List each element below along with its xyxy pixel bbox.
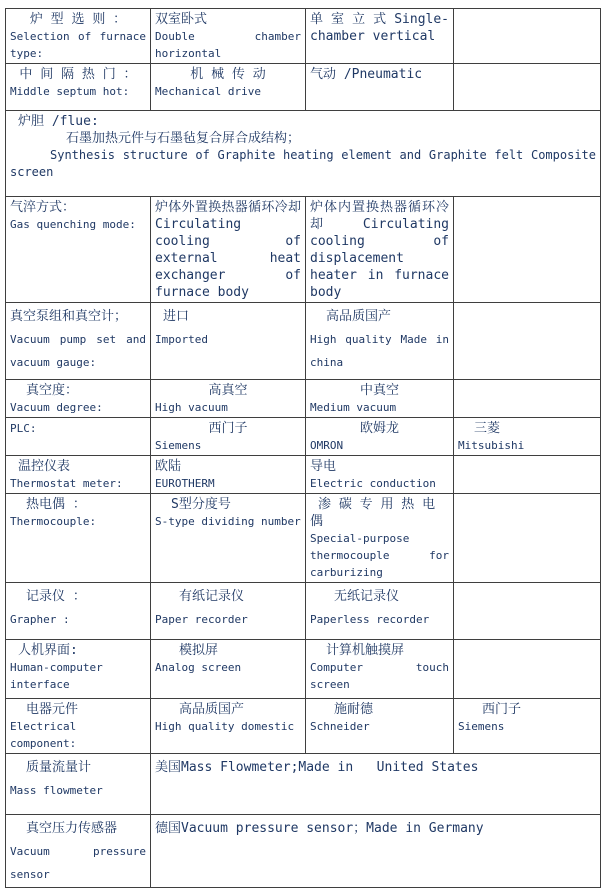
cell-text: Grapher : — [10, 613, 70, 626]
table-row — [6, 494, 601, 583]
cell-text: 西门子 — [208, 421, 248, 436]
cell-text: 真空泵组和真空计； — [10, 309, 128, 324]
table-row — [6, 111, 601, 197]
table-cell — [6, 640, 151, 699]
table-cell — [454, 640, 601, 699]
cell-text: Mechanical drive — [155, 85, 261, 98]
cell-text: 美国Mass Flowmeter;Made in United States — [155, 760, 479, 775]
cell-text: 炉胆 /flue: — [18, 114, 99, 129]
table-row — [6, 303, 601, 380]
cell-text: 无纸记录仪 — [334, 589, 400, 604]
table-cell — [454, 699, 601, 754]
table-cell — [151, 9, 306, 64]
cell-text: Computer touch screen — [310, 661, 449, 691]
table-cell — [454, 303, 601, 380]
cell-text: Vacuum pressure sensor — [10, 845, 146, 881]
table-cell — [151, 640, 306, 699]
cell-text: 进口 — [163, 309, 190, 324]
table-row — [6, 456, 601, 494]
cell-text: 模拟屏 — [179, 643, 219, 658]
cell-text: 德国Vacuum pressure sensor；Made in Germany — [155, 821, 484, 836]
table-cell — [6, 64, 151, 111]
table-cell — [6, 9, 151, 64]
cell-text: 人机界面: — [18, 643, 78, 658]
cell-text: PLC: — [10, 422, 37, 435]
cell-text: 炉体内置换热器循环冷却 Circulating cooling of displacement heater in furnace body — [310, 200, 449, 300]
table-cell — [151, 197, 306, 303]
table-cell — [6, 583, 151, 640]
cell-text: Middle septum hot: — [10, 85, 130, 98]
table-cell — [151, 815, 601, 888]
table-cell — [306, 9, 454, 64]
cell-text: Thermocouple: — [10, 515, 97, 528]
table-cell — [151, 64, 306, 111]
cell-text: 导电 — [310, 459, 337, 474]
cell-text: 高真空 — [208, 383, 248, 398]
table-cell — [6, 111, 601, 197]
cell-text: Schneider — [310, 720, 370, 733]
table-cell — [306, 197, 454, 303]
cell-text: 气淬方式： — [10, 200, 76, 215]
table-cell — [454, 418, 601, 456]
cell-text: OMRON — [310, 439, 344, 452]
table-cell — [306, 699, 454, 754]
table-cell — [454, 456, 601, 494]
table-row — [6, 640, 601, 699]
cell-text: 欧姆龙 — [359, 421, 399, 436]
cell-text: Human-computer interface — [10, 661, 103, 691]
table-row — [6, 64, 601, 111]
table-cell — [6, 456, 151, 494]
cell-text: High quality domestic — [155, 720, 295, 733]
table-cell — [151, 583, 306, 640]
cell-text: Paperless recorder — [310, 613, 430, 626]
cell-text: Special-purpose thermocouple for carburizing — [310, 532, 449, 579]
cell-text: Selection of furnace type: — [10, 30, 146, 60]
cell-text: Siemens — [458, 720, 505, 733]
table-cell — [6, 197, 151, 303]
cell-text: 西门子 — [482, 702, 522, 717]
cell-text: 中 间 隔 热 门 ： — [19, 67, 137, 82]
cell-text: Paper recorder — [155, 613, 248, 626]
table-row — [6, 699, 601, 754]
table-cell — [6, 494, 151, 583]
cell-text: 石墨加热元件与石墨毡复合屏合成结构； — [66, 131, 301, 146]
cell-text: Vacuum degree: — [10, 401, 103, 414]
cell-text: 单 室 立 式 Single-chamber vertical — [310, 12, 449, 44]
table-cell — [306, 380, 454, 418]
table-cell — [6, 380, 151, 418]
table-row — [6, 418, 601, 456]
cell-text: Synthesis structure of Graphite heating element and Graphite felt Composite screen — [10, 148, 596, 179]
cell-text: Electrical component: — [10, 720, 77, 750]
table-cell — [306, 583, 454, 640]
cell-text: S-type dividing number — [155, 515, 301, 528]
table-cell — [306, 303, 454, 380]
table-row — [6, 754, 601, 815]
table-row — [6, 380, 601, 418]
table-cell — [6, 754, 151, 815]
cell-text: 真空度： — [26, 383, 79, 398]
cell-text: 计算机触摸屏 — [326, 643, 405, 658]
cell-text: 有纸记录仪 — [179, 589, 245, 604]
table-cell — [151, 380, 306, 418]
table-row — [6, 815, 601, 888]
table-cell — [151, 754, 601, 815]
table-cell — [306, 456, 454, 494]
cell-text: Gas quenching mode: — [10, 218, 136, 231]
table-cell — [454, 9, 601, 64]
table-cell — [454, 494, 601, 583]
cell-text: 渗 碳 专 用 热 电 偶 — [310, 497, 436, 529]
table-cell — [454, 64, 601, 111]
cell-text: 温控仪表 — [18, 459, 71, 474]
table-cell — [306, 418, 454, 456]
table-cell — [454, 197, 601, 303]
table-cell — [151, 418, 306, 456]
table-row — [6, 9, 601, 64]
cell-text: Medium vacuum — [310, 401, 397, 414]
cell-text: High quality Made in china — [310, 333, 449, 369]
cell-text: 质量流量计 — [26, 760, 92, 775]
table-cell — [151, 699, 306, 754]
cell-text: 真空压力传感器 — [26, 821, 118, 836]
cell-text: Electric conduction — [310, 477, 436, 490]
cell-text: 炉体外置换热器循环冷却 Circulating cooling of external heat exchanger of furnace body — [155, 200, 301, 300]
cell-text: 欧陆 — [155, 459, 182, 474]
cell-text: 高品质国产 — [179, 702, 245, 717]
table-cell — [6, 418, 151, 456]
cell-text: 热电偶 ： — [26, 497, 86, 512]
table-cell — [306, 494, 454, 583]
cell-text: 双室卧式 — [155, 12, 208, 27]
cell-text: Vacuum pump set and vacuum gauge: — [10, 333, 146, 369]
cell-text: Imported — [155, 333, 208, 346]
cell-text: 机 械 传 动 — [190, 67, 266, 82]
table-row — [6, 583, 601, 640]
cell-text: 三菱 — [474, 421, 501, 436]
cell-text: High vacuum — [155, 401, 228, 414]
cell-text: Thermostat meter: — [10, 477, 123, 490]
table-body — [6, 9, 601, 888]
table-cell — [151, 494, 306, 583]
table-cell — [306, 640, 454, 699]
table-cell — [454, 380, 601, 418]
table-cell — [6, 815, 151, 888]
table-row — [6, 197, 601, 303]
cell-text: 气动 /Pneumatic — [310, 67, 423, 82]
cell-text: EUROTHERM — [155, 477, 215, 490]
cell-text: 高品质国产 — [326, 309, 392, 324]
cell-text: S型分度号 — [171, 497, 231, 512]
cell-text: Mass flowmeter — [10, 784, 103, 797]
table-cell — [151, 456, 306, 494]
table-cell — [151, 303, 306, 380]
table-cell — [6, 699, 151, 754]
spec-table — [5, 8, 601, 888]
cell-text: Siemens — [155, 439, 202, 452]
table-cell — [454, 583, 601, 640]
cell-text: 电器元件 — [26, 702, 79, 717]
cell-text: Double chamber horizontal — [155, 30, 301, 60]
cell-text: Analog screen — [155, 661, 242, 674]
cell-text: 记录仪 ： — [26, 589, 86, 604]
cell-text: Mitsubishi — [458, 439, 525, 452]
table-cell — [6, 303, 151, 380]
cell-text: 炉 型 选 则 ： — [29, 12, 127, 27]
cell-text: 施耐德 — [334, 702, 374, 717]
table-cell — [306, 64, 454, 111]
cell-text: 中真空 — [359, 383, 399, 398]
